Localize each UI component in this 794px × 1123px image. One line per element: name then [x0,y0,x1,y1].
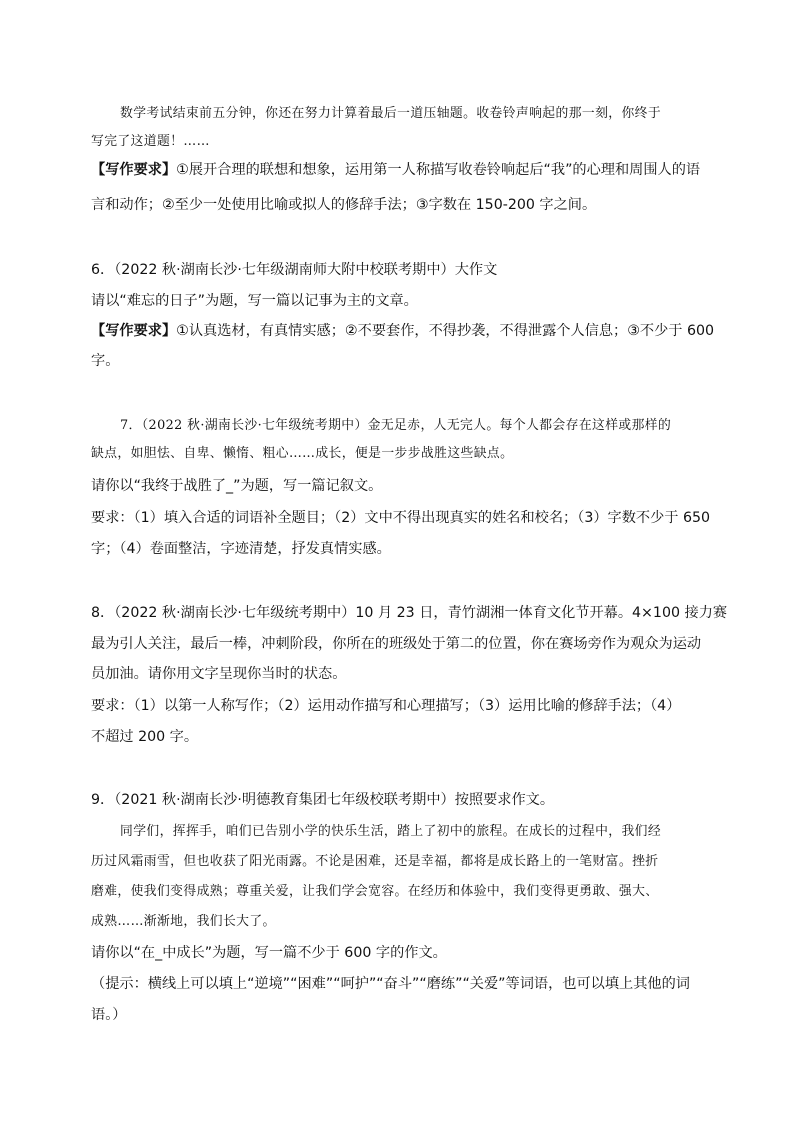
question-9-prompt: 成熟……渐渐地，我们长大了。 [91,914,276,929]
requirements-text-line: 言和动作；②至少一处使用比喻或拟人的修辞手法；③字数在 150-200 字之间。 [91,197,597,213]
question-7-text: 缺点，如胆怯、自卑、懒惰、粗心……成长，便是一步步战胜这些缺点。 [91,446,514,461]
question-9-prompt: 同学们，挥挥手，咱们已告别小学的快乐生活，踏上了初中的旅程。在成长的过程中，我们经 [120,824,662,839]
question-9-header: 9．（2021 秋·湖南长沙·明德教育集团七年级校联考期中）按照要求作文。 [91,792,555,808]
requirements-label: 【写作要求】 [91,162,177,178]
requirements-text-line: 字。 [91,353,120,369]
question-9-prompt: 磨难，使我们变得成熟；尊重关爱，让我们学会宽容。在经历和体验中，我们变得更勇敢、强大、 [91,884,659,899]
question-6-text: 请以“难忘的日子”为题，写一篇以记事为主的文章。 [91,293,418,309]
question-6-requirements [91,321,714,341]
question-7-instruction: 请你以“我终于战胜了_”为题，写一篇记叙文。 [91,478,383,494]
requirements-text-line: 不超过 200 字。 [91,729,199,745]
question-8-requirements: 要求：（1）以第一人称写作；（2）运用动作描写和心理描写；（3）运用比喻的修辞手法；（4） [91,698,681,714]
writing-requirements [91,160,700,180]
requirements-label: 【写作要求】 [91,323,177,339]
question-8-header: 8．（2022 秋·湖南长沙·七年级统考期中）10 月 23 日，青竹湖湘一体育文化节开幕。4×100 接力赛 [91,605,728,621]
requirements-text: ①认真选材，有真情实感；②不要套作，不得抄袭，不得泄露个人信息；③不少于 600 [176,323,715,339]
question-9-hint: （提示：横线上可以填上“逆境”“困难”“呵护”“奋斗”“磨练”“关爱”等词语，也可以填上其他的词 [91,976,690,992]
question-9-instruction: 请你以“在_中成长”为题，写一篇不少于 600 字的作文。 [91,945,447,961]
question-7-requirements: 要求：（1）填入合适的词语补全题目；（2）文中不得出现真实的姓名和校名；（3）字数不少于 650 [91,510,711,526]
prompt-text-line: 数学考试结束前五分钟，你还在努力计算着最后一道压轴题。收卷铃声响起的那一刻，你终于 [120,106,662,121]
requirements-text-line: 字；（4）卷面整洁，字迹清楚，抒发真情实感。 [91,541,391,557]
question-6-header: 6．（2022 秋·湖南长沙·七年级湖南师大附中校联考期中）大作文 [91,262,498,278]
question-8-text: 最为引人关注，最后一棒，冲刺阶段，你所在的班级处于第二的位置，你在赛场旁作为观众为运动 [91,636,702,652]
question-9-hint: 语。） [91,1007,127,1023]
prompt-text-line: 写完了这道题！…… [91,134,210,149]
question-8-text: 员加油。请你用文字呈现你当时的状态。 [91,666,347,682]
question-7-header: 7．（2022 秋·湖南长沙·七年级统考期中）金无足赤，人无完人。每个人都会存在这样或那样的 [120,418,672,433]
requirements-text: ①展开合理的联想和想象，运用第一人称描写收卷铃响起后“我”的心理和周围人的语 [176,162,701,178]
question-9-prompt: 历过风霜雨雪，但也收获了阳光雨露。不论是困难，还是幸福，都将是成长路上的一笔财富。挫折 [91,854,659,869]
